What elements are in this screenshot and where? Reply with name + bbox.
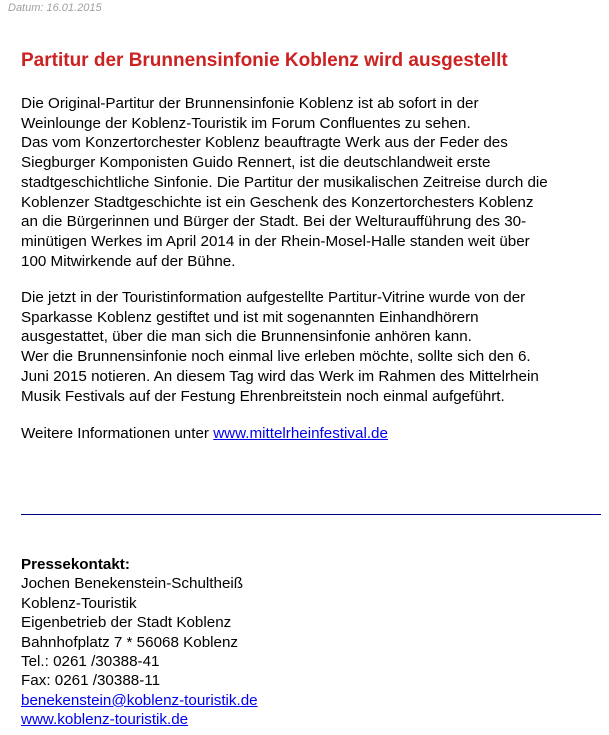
paragraph-line: minütigen Werkes im April 2014 in der Rhein-Mosel-Halle standen weit über — [21, 232, 530, 250]
contact-org-sub: Eigenbetrieb der Stadt Koblenz — [21, 614, 232, 632]
contact-heading: Pressekontakt: — [21, 556, 130, 573]
contact-address: Bahnhofplatz 7 * 56068 Koblenz — [21, 633, 239, 651]
more-info-prefix: Weitere Informationen unter — [21, 425, 214, 442]
contact-email-link[interactable]: benekenstein@koblenz-touristik.de — [21, 691, 258, 709]
contact-phone: Tel.: 0261 /30388-41 — [21, 653, 160, 671]
paragraph-line: Musik Festivals auf der Festung Ehrenbreitstein noch einmal aufgeführt. — [21, 387, 505, 405]
contact-name: Jochen Benekenstein-Schultheiß — [21, 575, 244, 593]
paragraph-line: Siegburger Komponisten Guido Rennert, ist die deutschlandweit erste — [21, 154, 491, 172]
article-title: Partitur der Brunnensinfonie Koblenz wird ausgestellt — [21, 50, 508, 71]
paragraph-line: Wer die Brunnensinfonie noch einmal live erleben möchte, sollte sich den 6. — [21, 348, 531, 366]
divider — [21, 514, 601, 515]
press-contact — [21, 555, 258, 730]
paragraph-line: 100 Mitwirkende auf der Bühne. — [21, 252, 236, 270]
date-line: Datum: 16.01.2015 — [8, 2, 102, 14]
contact-fax: Fax: 0261 /30388-11 — [21, 672, 161, 690]
paragraph-line: Sparkasse Koblenz gestiftet und ist mit sogenannten Einhandhörern — [21, 308, 479, 326]
paragraph-vitrine — [21, 288, 607, 406]
paragraph-line: Juni 2015 notieren. An diesem Tag wird das Werk im Rahmen des Mittelrhein — [21, 367, 539, 385]
paragraph-line: Koblenzer Stadtgeschichte ist ein Geschenk des Konzertorchesters Koblenz — [21, 193, 534, 211]
paragraph-line: Weinlounge der Koblenz-Touristik im Forum Confluentes zu sehen. — [21, 114, 471, 132]
paragraph-intro — [21, 94, 607, 271]
paragraph-line: Das vom Konzertorchester Koblenz beauftragte Werk aus der Feder des — [21, 134, 508, 152]
festival-link[interactable]: www.mittelrheinfestival.de — [213, 425, 388, 442]
paragraph-line: ausgestattet, über die man sich die Brunnensinfonie anhören kann. — [21, 328, 472, 346]
more-info-line — [21, 424, 607, 444]
contact-website-link[interactable]: www.koblenz-touristik.de — [21, 711, 189, 729]
paragraph-line: an die Bürgerinnen und Bürger der Stadt. Bei der Welturaufführung des 30- — [21, 213, 527, 231]
contact-org: Koblenz-Touristik — [21, 594, 137, 612]
paragraph-line: stadtgeschichtliche Sinfonie. Die Partitur der musikalischen Zeitreise durch die — [21, 173, 548, 191]
paragraph-line: Die Original-Partitur der Brunnensinfonie Koblenz ist ab sofort in der — [21, 95, 479, 112]
paragraph-line: Die jetzt in der Touristinformation aufgestellte Partitur-Vitrine wurde von der — [21, 289, 526, 306]
